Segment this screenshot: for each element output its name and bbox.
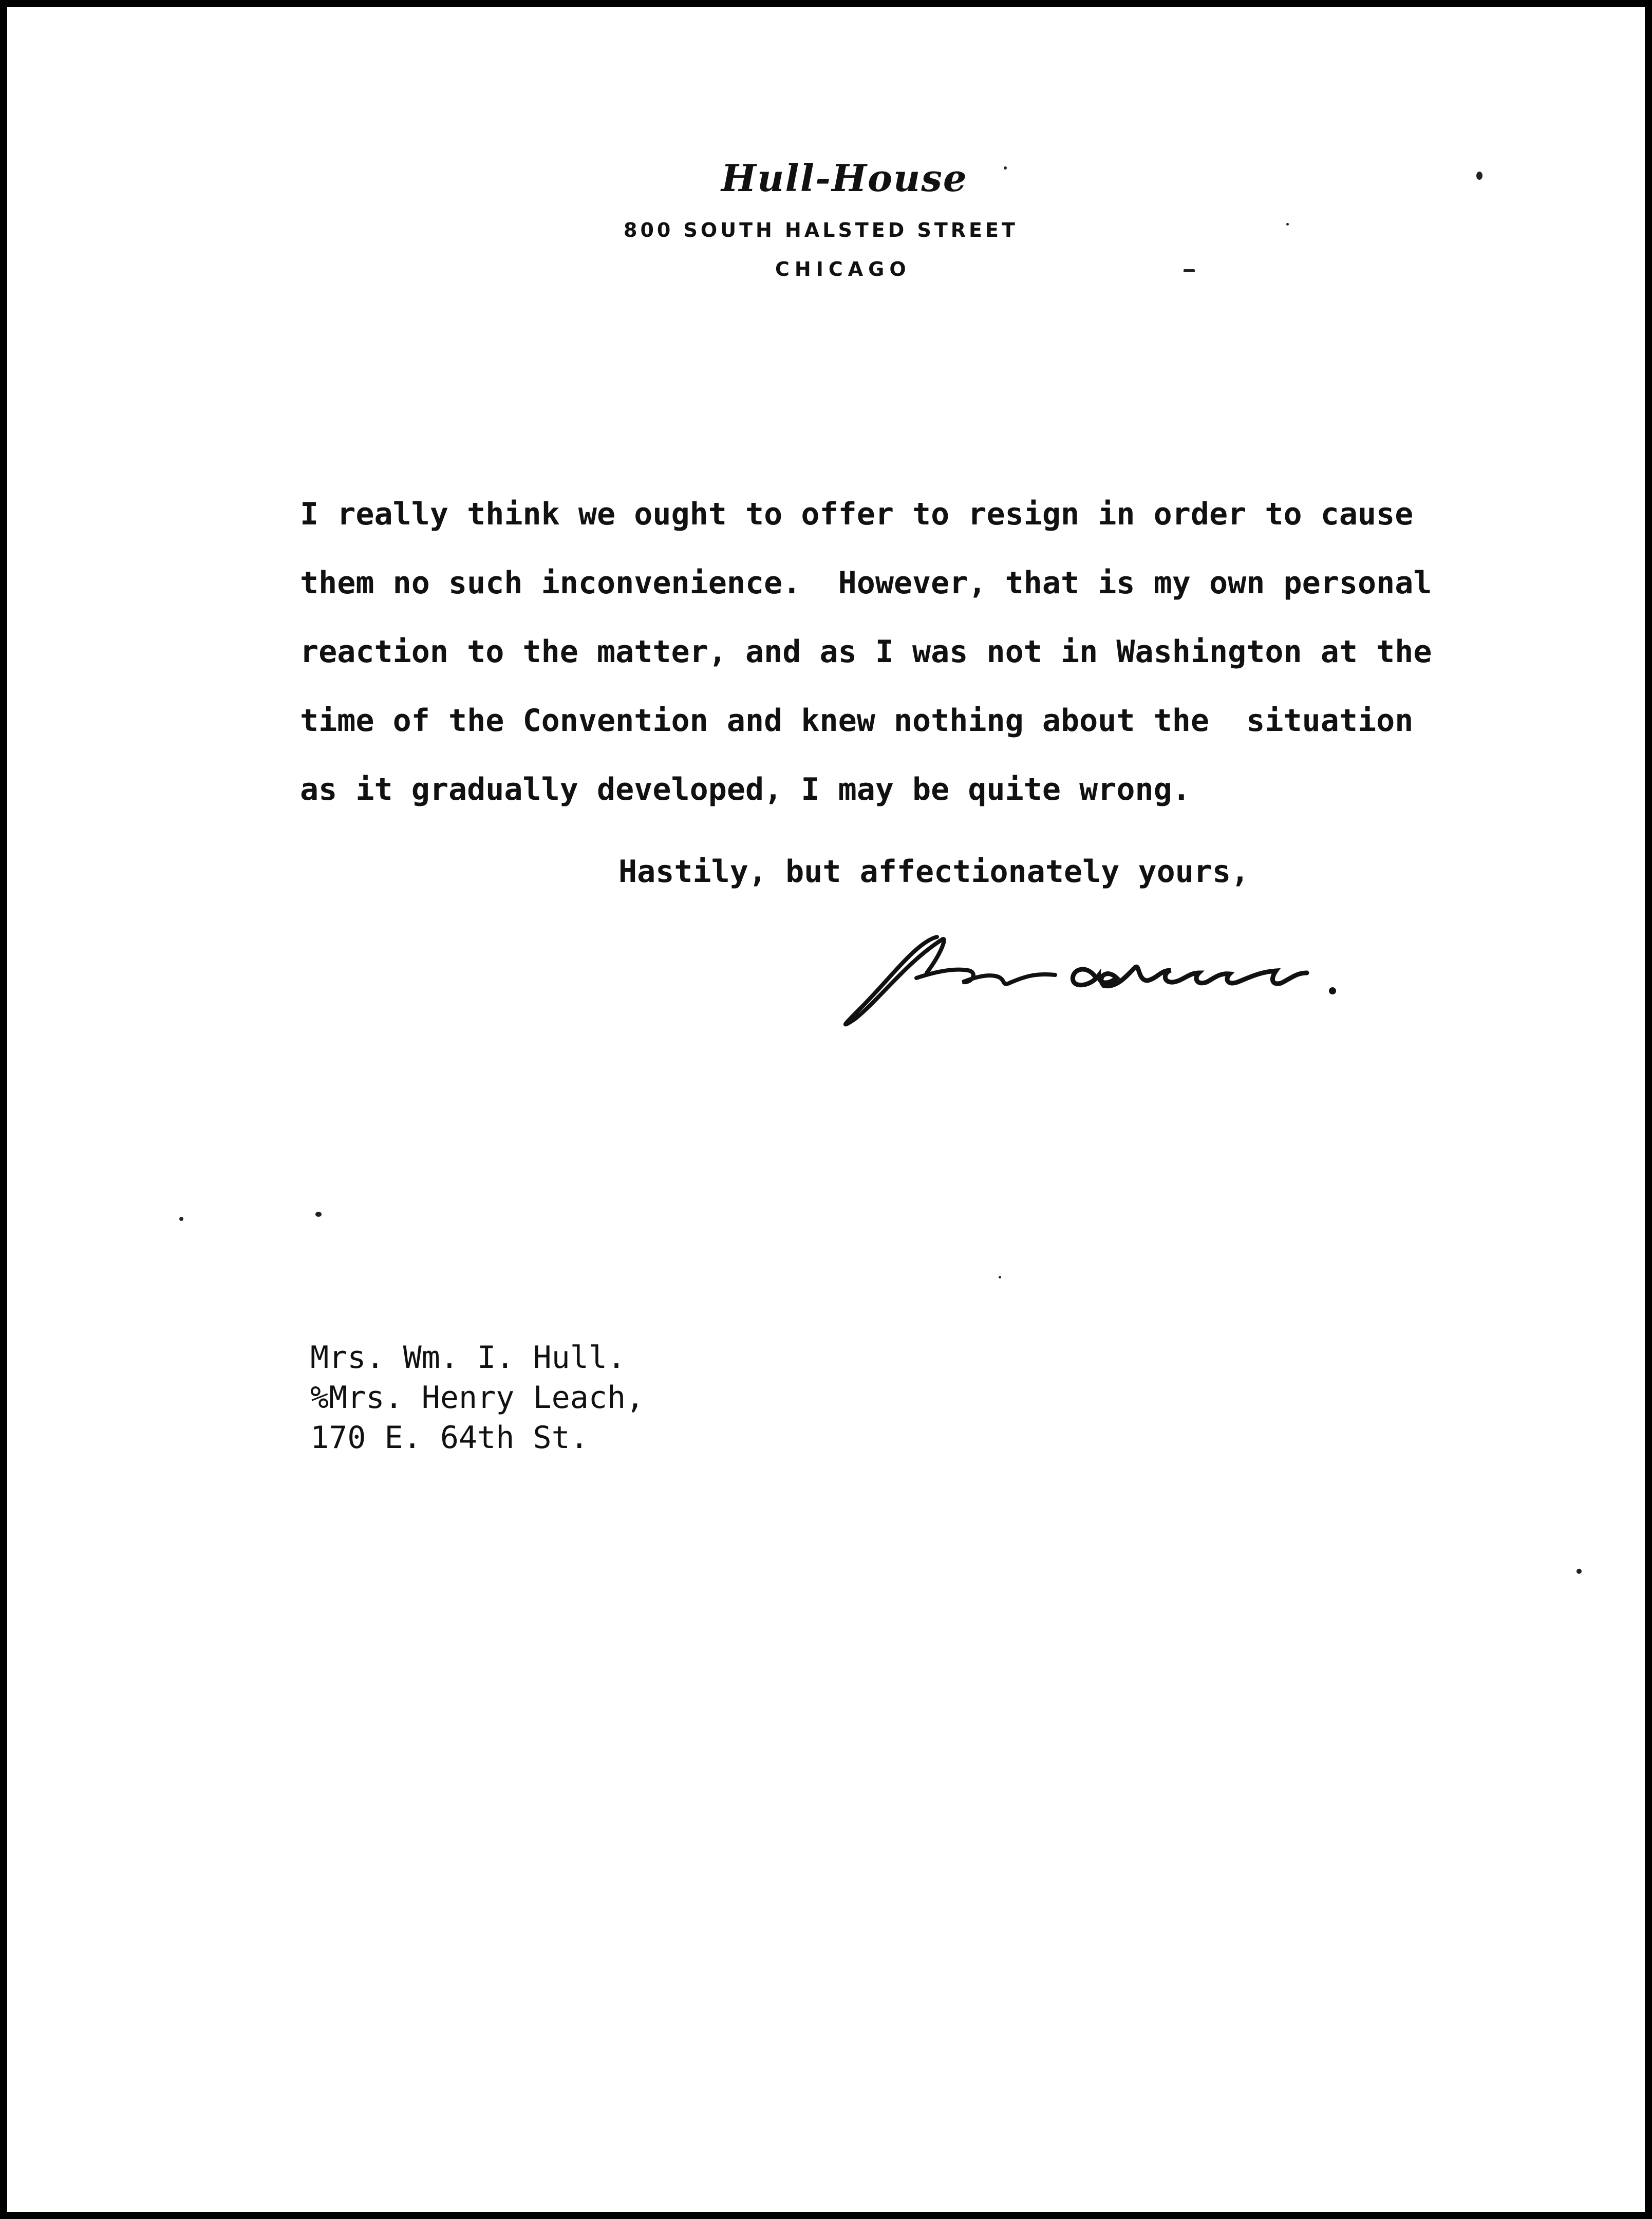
paper-speck (1184, 269, 1195, 272)
letterhead (7, 7, 1645, 315)
letter-page (7, 7, 1645, 2212)
letterhead-city: CHICAGO (775, 258, 911, 280)
closing-line: Hastily, but affectionately yours, (618, 854, 1250, 890)
paper-speck (1286, 223, 1289, 225)
letterhead-street: 800 SOUTH HALSTED STREET (624, 219, 1018, 241)
paper-speck (315, 1212, 322, 1217)
body-line: I really think we ought to offer to resign in order to cause (300, 496, 1414, 532)
address-line: 170 E. 64th St. (310, 1420, 589, 1456)
paper-speck (1004, 166, 1007, 170)
letter-body (300, 480, 1512, 824)
address-line: %Mrs. Henry Leach, (310, 1380, 645, 1416)
recipient-address (310, 1338, 644, 1458)
paper-speck (179, 1217, 183, 1221)
address-line: Mrs. Wm. I. Hull. (310, 1340, 626, 1376)
paper-speck (999, 1276, 1001, 1278)
handwritten-signature (839, 922, 1456, 1035)
body-line: time of the Convention and knew nothing about the situation (300, 703, 1414, 739)
body-line: reaction to the matter, and as I was not in Washington at the (300, 634, 1432, 670)
paper-speck (1576, 1569, 1582, 1574)
letterhead-name: Hull-House (721, 156, 968, 200)
body-line: them no such inconvenience. However, that is my own personal (300, 565, 1432, 601)
paper-speck (1476, 172, 1482, 180)
body-line: as it gradually developed, I may be quite wrong. (300, 772, 1191, 807)
